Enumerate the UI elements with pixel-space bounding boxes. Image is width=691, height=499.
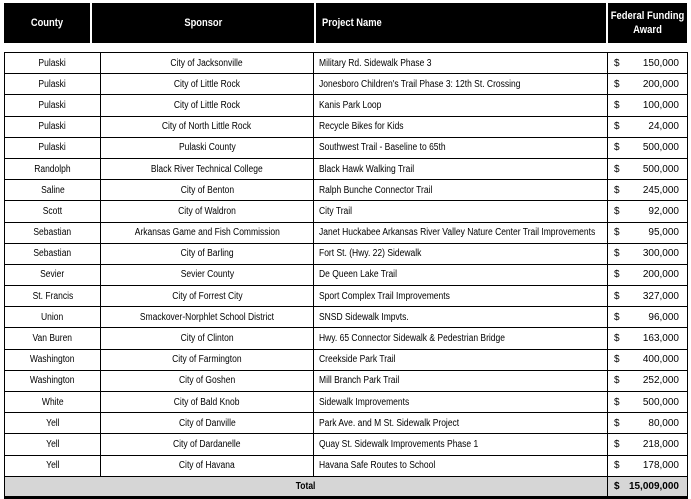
sponsor-cell [101,222,314,243]
table-row [5,370,688,391]
county-cell-text: Saline [40,184,65,196]
county-cell-text: Van Buren [32,333,73,345]
project-name-cell-text: Fort St. (Hwy. 22) Sidewalk [319,248,422,260]
sponsor-cell-text: City of Little Rock [173,99,241,111]
award-cell [608,243,688,264]
award-amount: 327,000 [642,290,679,302]
column-header-project-name-label: Project Name [322,17,382,29]
award-cell [608,328,688,349]
table-row [5,264,688,285]
currency-symbol: $ [614,333,620,345]
award-amount: 80,000 [648,417,679,429]
county-cell [5,370,101,391]
project-name-cell [314,53,608,74]
award-cell [608,137,688,158]
sponsor-cell [101,455,314,476]
award-cell [608,74,688,95]
project-name-cell-text: Kanis Park Loop [319,99,382,111]
sponsor-cell [101,392,314,413]
project-name-cell [314,74,608,95]
sponsor-cell-text: City of Danville [178,417,236,429]
project-name-cell [314,434,608,455]
table-row [5,286,688,307]
column-header-county [4,3,91,43]
sponsor-cell-text: City of Havana [179,460,235,472]
award-cell [608,349,688,370]
county-cell-text: Yell [45,438,60,450]
county-cell [5,264,101,285]
project-name-cell [314,137,608,158]
currency-symbol: $ [614,205,620,217]
sponsor-cell-text: City of Little Rock [173,78,241,90]
county-cell [5,286,101,307]
currency-symbol: $ [614,227,620,239]
project-name-cell [314,116,608,137]
project-name-cell-text: Mill Branch Park Trail [319,375,400,387]
project-name-cell [314,370,608,391]
sponsor-cell-text: Black River Technical College [151,163,263,175]
county-cell [5,349,101,370]
column-header-county-label: County [30,17,64,29]
award-amount: 500,000 [642,163,679,175]
award-cell [608,307,688,328]
award-amount: 95,000 [648,227,679,239]
project-name-cell-text: Quay St. Sidewalk Improvements Phase 1 [319,438,479,450]
award-amount: 300,000 [642,248,679,260]
currency-symbol: $ [614,480,620,492]
currency-symbol: $ [614,142,620,154]
project-name-cell [314,222,608,243]
currency-symbol: $ [614,163,620,175]
sponsor-cell-text: City of Bald Knob [174,396,240,408]
project-name-cell-text: Havana Safe Routes to School [319,460,436,472]
award-amount: 218,000 [642,438,679,450]
column-header-project-name [315,3,607,43]
award-amount: 100,000 [642,99,679,111]
award-cell [608,455,688,476]
award-amount: 92,000 [648,205,679,217]
table-row [5,158,688,179]
currency-symbol: $ [614,311,620,323]
project-name-cell-text: Military Rd. Sidewalk Phase 3 [319,57,432,69]
total-row [5,476,688,497]
award-amount: 200,000 [642,78,679,90]
currency-symbol: $ [614,248,620,260]
sponsor-cell-text: City of Clinton [180,333,234,345]
project-name-cell [314,201,608,222]
total-label-cell [5,476,608,497]
award-cell [608,286,688,307]
award-amount: 500,000 [642,142,679,154]
project-name-cell-text: De Queen Lake Trail [319,269,397,281]
table-row [5,116,688,137]
table-header [4,3,687,43]
sponsor-cell-text: City of Forrest City [171,290,243,302]
sponsor-cell [101,158,314,179]
project-name-cell [314,286,608,307]
county-cell-text: Pulaski [38,78,67,90]
project-name-cell [314,349,608,370]
sponsor-cell [101,286,314,307]
county-cell [5,158,101,179]
county-cell-text: Pulaski [38,99,67,111]
table-row [5,95,688,116]
sponsor-cell [101,328,314,349]
award-cell [608,264,688,285]
county-cell-text: Pulaski [38,57,67,69]
county-cell-text: Pulaski [38,121,67,133]
currency-symbol: $ [614,121,620,133]
project-name-cell-text: City Trail [319,205,353,217]
award-cell [608,413,688,434]
county-cell [5,74,101,95]
column-header-sponsor [91,3,315,43]
project-name-cell-text: Park Ave. and M St. Sidewalk Project [319,417,460,429]
project-name-cell-text: Recycle Bikes for Kids [319,121,404,133]
project-name-cell-text: Ralph Bunche Connector Trail [319,184,433,196]
sponsor-cell [101,53,314,74]
currency-symbol: $ [614,375,620,387]
county-cell-text: Scott [42,205,63,217]
award-cell [608,434,688,455]
sponsor-cell-text: City of Waldron [178,205,236,217]
sponsor-cell-text: City of Farmington [172,354,242,366]
project-name-cell-text: Jonesboro Children's Trail Phase 3: 12th St. Crossing [319,78,521,90]
sponsor-cell [101,264,314,285]
header-body-gap [4,43,687,52]
currency-symbol: $ [614,438,620,450]
county-cell-text: Sebastian [33,227,72,239]
column-header-sponsor-label: Sponsor [184,17,222,29]
project-name-cell-text: SNSD Sidewalk Impvts. [319,311,409,323]
project-name-cell-text: Southwest Trail - Baseline to 65th [319,142,446,154]
county-cell-text: Washington [30,375,75,387]
project-name-cell-text: Hwy. 65 Connector Sidewalk & Pedestrian Bridge [319,333,506,345]
table-row [5,53,688,74]
sponsor-cell [101,74,314,95]
county-cell-text: St. Francis [32,290,73,302]
project-name-cell [314,243,608,264]
project-name-cell-text: Sport Complex Trail Improvements [319,290,450,302]
currency-symbol: $ [614,78,620,90]
award-cell [608,370,688,391]
county-cell-text: Pulaski [38,142,67,154]
project-name-cell [314,392,608,413]
award-amount: 163,000 [642,333,679,345]
header-row [4,3,687,43]
award-cell [608,158,688,179]
award-amount: 245,000 [642,184,679,196]
currency-symbol: $ [614,57,620,69]
sponsor-cell [101,349,314,370]
project-name-cell-text: Black Hawk Walking Trail [319,163,415,175]
county-cell-text: Union [41,311,64,323]
table-row [5,455,688,476]
sponsor-cell-text: Arkansas Game and Fish Commission [134,227,280,239]
county-cell [5,222,101,243]
sponsor-cell [101,413,314,434]
sponsor-cell-text: City of Jacksonville [170,57,244,69]
award-cell [608,180,688,201]
table-row [5,307,688,328]
county-cell [5,116,101,137]
project-name-cell [314,158,608,179]
sponsor-cell [101,243,314,264]
award-amount: 500,000 [642,396,679,408]
county-cell-text: Randolph [34,163,71,175]
column-header-federal-funding-award-label: Federal Funding Award [610,9,685,36]
currency-symbol: $ [614,184,620,196]
sponsor-cell [101,180,314,201]
currency-symbol: $ [614,396,620,408]
currency-symbol: $ [614,460,620,472]
award-cell [608,53,688,74]
sponsor-cell-text: City of Dardanelle [173,438,241,450]
table-row [5,413,688,434]
project-name-cell-text: Sidewalk Improvements [319,396,410,408]
sponsor-cell [101,434,314,455]
county-cell-text: White [41,396,64,408]
table-row [5,180,688,201]
sponsor-cell-text: City of Benton [180,184,234,196]
project-name-cell [314,180,608,201]
county-cell [5,413,101,434]
sponsor-cell [101,370,314,391]
table-row [5,222,688,243]
table-row [5,137,688,158]
project-name-cell [314,413,608,434]
table-row [5,349,688,370]
county-cell [5,328,101,349]
county-cell-text: Sevier [40,269,65,281]
project-name-cell [314,328,608,349]
county-cell [5,434,101,455]
table-body [5,53,688,477]
award-cell [608,201,688,222]
county-cell [5,137,101,158]
county-cell [5,180,101,201]
table-row [5,74,688,95]
sponsor-cell [101,201,314,222]
county-cell-text: Yell [45,417,60,429]
award-amount: 400,000 [642,354,679,366]
project-name-cell [314,307,608,328]
currency-symbol: $ [614,417,620,429]
county-cell [5,307,101,328]
sponsor-cell-text: Pulaski County [178,142,236,154]
table-row [5,434,688,455]
table-footer [5,476,688,497]
project-name-cell [314,455,608,476]
award-cell [608,392,688,413]
sponsor-cell-text: City of Goshen [178,375,236,387]
table-row [5,243,688,264]
award-cell [608,95,688,116]
award-amount: 96,000 [648,311,679,323]
table-row [5,201,688,222]
funding-table [4,52,688,499]
sponsor-cell-text: Sevier County [180,269,234,281]
total-label: Total [296,480,316,492]
currency-symbol: $ [614,354,620,366]
county-cell-text: Yell [45,460,60,472]
project-name-cell-text: Janet Huckabee Arkansas River Valley Nature Center Trail Improvements [319,227,596,239]
county-cell [5,53,101,74]
project-name-cell [314,264,608,285]
sponsor-cell [101,137,314,158]
award-amount: 150,000 [642,57,679,69]
table-row [5,392,688,413]
project-name-cell-text: Creekside Park Trail [319,354,396,366]
county-cell-text: Sebastian [33,248,72,260]
county-cell [5,392,101,413]
column-header-federal-funding-award [607,3,687,43]
award-cell [608,222,688,243]
county-cell-text: Washington [30,354,75,366]
sponsor-cell-text: City of North Little Rock [162,121,252,133]
table-row [5,328,688,349]
award-amount: 178,000 [642,460,679,472]
award-cell [608,116,688,137]
sponsor-cell [101,307,314,328]
county-cell [5,201,101,222]
currency-symbol: $ [614,290,620,302]
county-cell [5,95,101,116]
award-amount: 252,000 [642,375,679,387]
award-amount: 24,000 [648,121,679,133]
total-award-amount: 15,009,000 [628,480,679,492]
currency-symbol: $ [614,99,620,111]
currency-symbol: $ [614,269,620,281]
county-cell [5,455,101,476]
total-award-cell [608,476,688,497]
sponsor-cell [101,95,314,116]
sponsor-cell-text: City of Barling [180,248,234,260]
sponsor-cell-text: Smackover-Norphlet School District [139,311,275,323]
sponsor-cell [101,116,314,137]
award-amount: 200,000 [642,269,679,281]
county-cell [5,243,101,264]
project-name-cell [314,95,608,116]
